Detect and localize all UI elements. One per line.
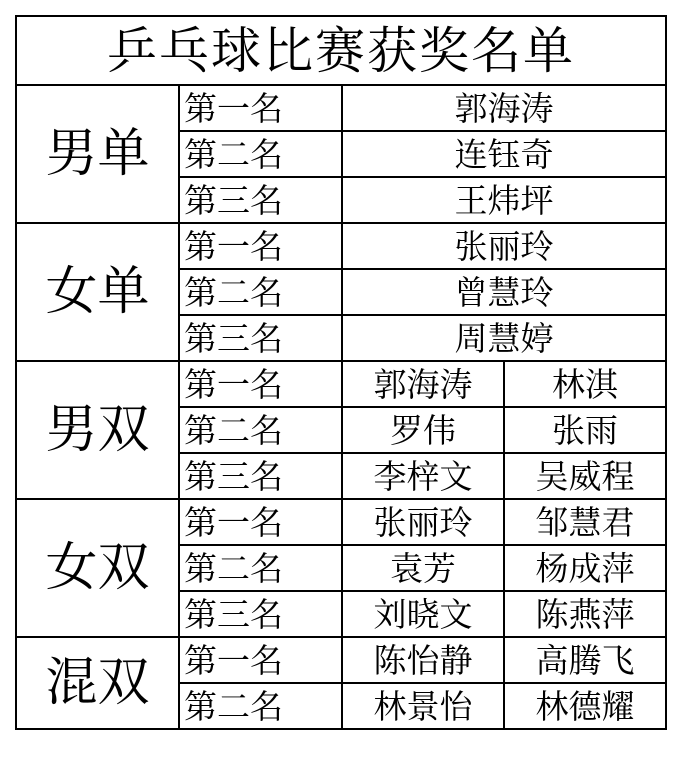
player-name: 邹慧君 bbox=[504, 499, 666, 545]
category-label: 女单 bbox=[16, 223, 179, 361]
player-name: 郭海涛 bbox=[342, 85, 666, 131]
title-row bbox=[16, 16, 666, 85]
rank-label: 第三名 bbox=[179, 453, 342, 499]
player-name: 周慧婷 bbox=[342, 315, 666, 361]
rank-label: 第三名 bbox=[179, 315, 342, 361]
player-name: 吴威程 bbox=[504, 453, 666, 499]
player-name: 陈燕萍 bbox=[504, 591, 666, 637]
table-row bbox=[16, 637, 666, 683]
rank-label: 第一名 bbox=[179, 499, 342, 545]
player-name: 林景怡 bbox=[342, 683, 504, 729]
player-name: 王炜坪 bbox=[342, 177, 666, 223]
rank-label: 第一名 bbox=[179, 85, 342, 131]
player-name: 罗伟 bbox=[342, 407, 504, 453]
rank-label: 第一名 bbox=[179, 223, 342, 269]
rank-label: 第三名 bbox=[179, 177, 342, 223]
category-label: 男单 bbox=[16, 85, 179, 223]
rank-label: 第一名 bbox=[179, 637, 342, 683]
rank-label: 第二名 bbox=[179, 407, 342, 453]
player-name: 李梓文 bbox=[342, 453, 504, 499]
player-name: 张雨 bbox=[504, 407, 666, 453]
player-name: 杨成萍 bbox=[504, 545, 666, 591]
player-name: 张丽玲 bbox=[342, 223, 666, 269]
rank-label: 第三名 bbox=[179, 591, 342, 637]
table-row bbox=[16, 223, 666, 269]
table-title: 乒乓球比赛获奖名单 bbox=[16, 16, 666, 85]
award-table-body bbox=[16, 16, 666, 729]
rank-label: 第二名 bbox=[179, 545, 342, 591]
player-name: 连钰奇 bbox=[342, 131, 666, 177]
award-table bbox=[15, 15, 667, 730]
rank-label: 第二名 bbox=[179, 131, 342, 177]
player-name: 张丽玲 bbox=[342, 499, 504, 545]
player-name: 袁芳 bbox=[342, 545, 504, 591]
player-name: 曾慧玲 bbox=[342, 269, 666, 315]
rank-label: 第二名 bbox=[179, 269, 342, 315]
player-name: 刘晓文 bbox=[342, 591, 504, 637]
category-label: 混双 bbox=[16, 637, 179, 729]
category-label: 女双 bbox=[16, 499, 179, 637]
table-row bbox=[16, 361, 666, 407]
rank-label: 第二名 bbox=[179, 683, 342, 729]
player-name: 林淇 bbox=[504, 361, 666, 407]
player-name: 高腾飞 bbox=[504, 637, 666, 683]
table-row bbox=[16, 499, 666, 545]
rank-label: 第一名 bbox=[179, 361, 342, 407]
player-name: 林德耀 bbox=[504, 683, 666, 729]
player-name: 郭海涛 bbox=[342, 361, 504, 407]
category-label: 男双 bbox=[16, 361, 179, 499]
player-name: 陈怡静 bbox=[342, 637, 504, 683]
table-row bbox=[16, 85, 666, 131]
